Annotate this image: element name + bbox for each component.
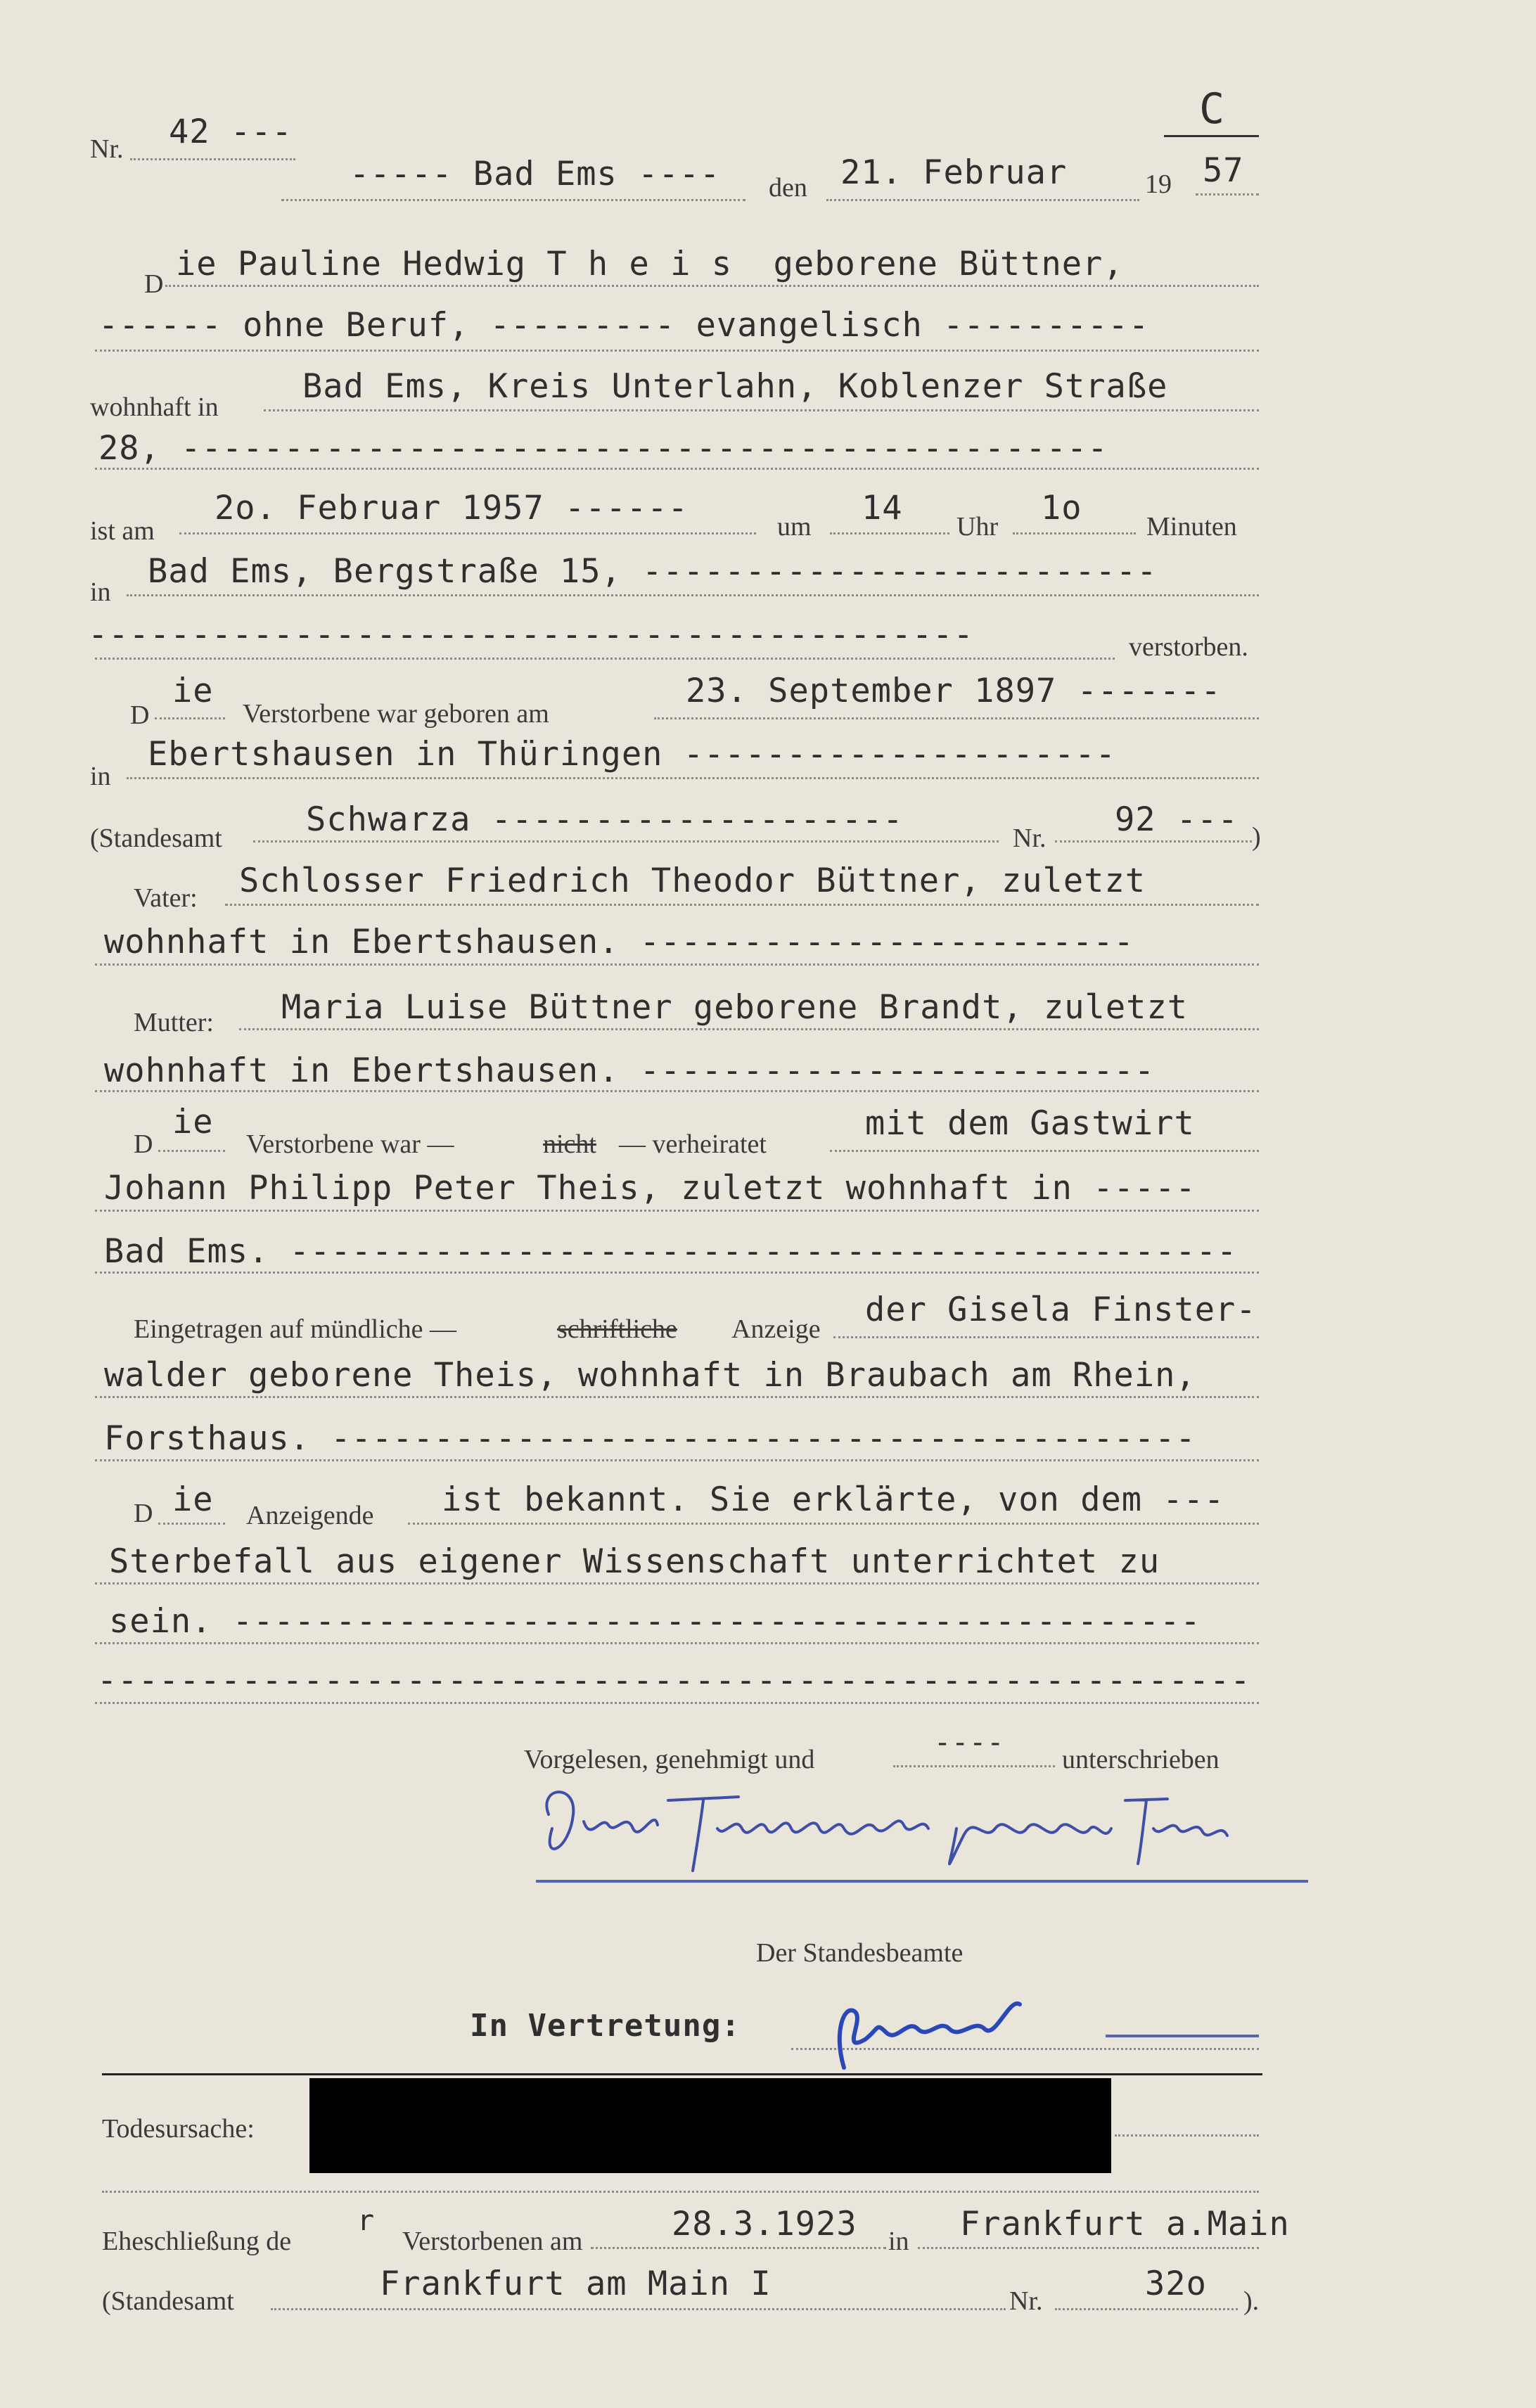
informant-line-2: walder geborene Theis, wohnhaft in Braubach am Rhein,: [104, 1356, 1196, 1395]
marriage-date: 28.3.1923: [672, 2205, 857, 2243]
eingetragen-label: Eingetragen auf mündliche —: [134, 1314, 457, 1344]
marriage-register-nr: 32o: [1145, 2265, 1207, 2303]
d-suffix-2: ie: [172, 672, 214, 710]
anzeigende-label: Anzeigende: [246, 1501, 374, 1530]
ehe-suffix: r: [357, 2205, 376, 2237]
nr-label: Nr.: [90, 134, 124, 164]
spouse-line-3: Bad Ems. ----------------------------------------------: [104, 1232, 1238, 1271]
birth-standesamt: Schwarza --------------------: [306, 800, 904, 839]
death-date: 2o. Februar 1957 ------: [215, 489, 689, 527]
d-label-2: D: [130, 700, 150, 730]
anzeige-label: Anzeige: [731, 1314, 821, 1344]
d-label-4: D: [134, 1499, 153, 1528]
standesamt-label-2: (Standesamt: [102, 2286, 234, 2316]
mutter-label: Mutter:: [134, 1008, 214, 1037]
geboren-label: Verstorbene war geboren am: [243, 699, 549, 729]
statement-line-3: sein. -----------------------------------------------: [109, 1602, 1201, 1641]
in-label-1: in: [90, 577, 111, 607]
statement-line-4: --------------------------------------------------------: [97, 1661, 1251, 1700]
birth-register-nr: 92 ---: [1115, 800, 1239, 839]
wohnhaft-label: wohnhaft in: [90, 392, 219, 422]
verstorben-label: verstorben.: [1129, 632, 1248, 662]
statement-line-1: ist bekannt. Sie erklärte, von dem ---: [442, 1480, 1225, 1519]
in-label-2: in: [90, 762, 111, 791]
death-place-1: Bad Ems, Bergstraße 15, -------------------------: [148, 552, 1158, 591]
nr-label-3: Nr.: [1009, 2286, 1043, 2316]
father-line-2: wohnhaft in Ebertshausen. ------------------------: [104, 923, 1134, 961]
top-right-mark: C: [1199, 84, 1226, 134]
verstorbenen-am-label: Verstorbenen am: [402, 2227, 583, 2256]
mother-line-1: Maria Luise Büttner geborene Brandt, zuletzt: [281, 988, 1189, 1027]
redacted-cause-of-death: [309, 2078, 1111, 2173]
birth-date: 23. September 1897 -------: [686, 672, 1222, 710]
informant-line-1: der Gisela Finster-: [865, 1291, 1257, 1329]
minuten-label: Minuten: [1146, 512, 1237, 542]
address-line-1: Bad Ems, Kreis Unterlahn, Koblenzer Straße: [302, 367, 1168, 406]
ehe-label: Eheschließung de: [102, 2227, 292, 2256]
d-label-1: D: [144, 269, 164, 299]
spouse-line-1: mit dem Gastwirt: [865, 1104, 1195, 1143]
in-vertretung: In Vertretung:: [470, 2008, 741, 2044]
year-suffix: 57: [1203, 151, 1244, 190]
verheiratet-label: — verheiratet: [619, 1129, 767, 1159]
death-minutes: 1o: [1041, 489, 1082, 527]
ist-am-label: ist am: [90, 516, 155, 546]
year-prefix: 19: [1145, 169, 1172, 199]
d-suffix-4: ie: [172, 1480, 214, 1519]
statement-line-2: Sterbefall aus eigener Wissenschaft unterrichtet zu: [109, 1542, 1160, 1581]
father-line-1: Schlosser Friedrich Theodor Büttner, zuletzt: [239, 862, 1146, 900]
address-line-2: 28, ---------------------------------------------: [98, 429, 1108, 468]
nr-label-2: Nr.: [1013, 824, 1047, 853]
registration-date: 21. Februar: [840, 153, 1068, 192]
close-paren-1: ): [1252, 822, 1261, 852]
um-label: um: [777, 512, 812, 542]
vater-label: Vater:: [134, 883, 198, 913]
marriage-place: Frankfurt a.Main: [960, 2205, 1290, 2243]
informant-line-3: Forsthaus. ------------------------------------------: [104, 1419, 1196, 1458]
death-place-2: -------------------------------------------: [88, 615, 974, 654]
death-hour: 14: [862, 489, 903, 527]
informant-signature: [535, 1772, 1315, 1892]
schriftliche-struck: schriftliche: [557, 1314, 677, 1344]
occupation-religion: ------ ohne Beruf, --------- evangelisch ----------: [98, 306, 1150, 345]
vorgelesen-fill: ----: [934, 1727, 1005, 1759]
in-label-3: in: [888, 2227, 909, 2256]
registrar-signature: [816, 1990, 1055, 2075]
den-label: den: [769, 173, 807, 203]
standesbeamte-label: Der Standesbeamte: [756, 1938, 964, 1968]
birth-place: Ebertshausen in Thüringen ---------------------: [148, 735, 1116, 774]
unterschrieben-label: unterschrieben: [1062, 1745, 1220, 1774]
vorgelesen-label: Vorgelesen, genehmigt und: [524, 1745, 815, 1774]
mother-line-2: wohnhaft in Ebertshausen. -------------------------: [104, 1051, 1156, 1090]
nicht-struck: nicht: [543, 1129, 596, 1159]
d-label-3: D: [134, 1129, 153, 1159]
nr-value: 42 ---: [169, 113, 293, 151]
verstorbene-war-label: Verstorbene war —: [246, 1129, 454, 1159]
spouse-line-2: Johann Philipp Peter Theis, zuletzt wohnhaft in -----: [104, 1169, 1196, 1208]
uhr-label: Uhr: [956, 512, 999, 542]
place-of-registration: ----- Bad Ems ----: [350, 155, 721, 193]
deceased-name: ie Pauline Hedwig T h e i s geborene Büttner,: [176, 245, 1124, 283]
close-paren-2: ).: [1243, 2286, 1260, 2316]
marriage-standesamt: Frankfurt am Main I: [380, 2265, 772, 2303]
standesamt-label-1: (Standesamt: [90, 824, 222, 853]
todesursache-label: Todesursache:: [102, 2114, 255, 2144]
d-suffix-3: ie: [172, 1103, 214, 1141]
